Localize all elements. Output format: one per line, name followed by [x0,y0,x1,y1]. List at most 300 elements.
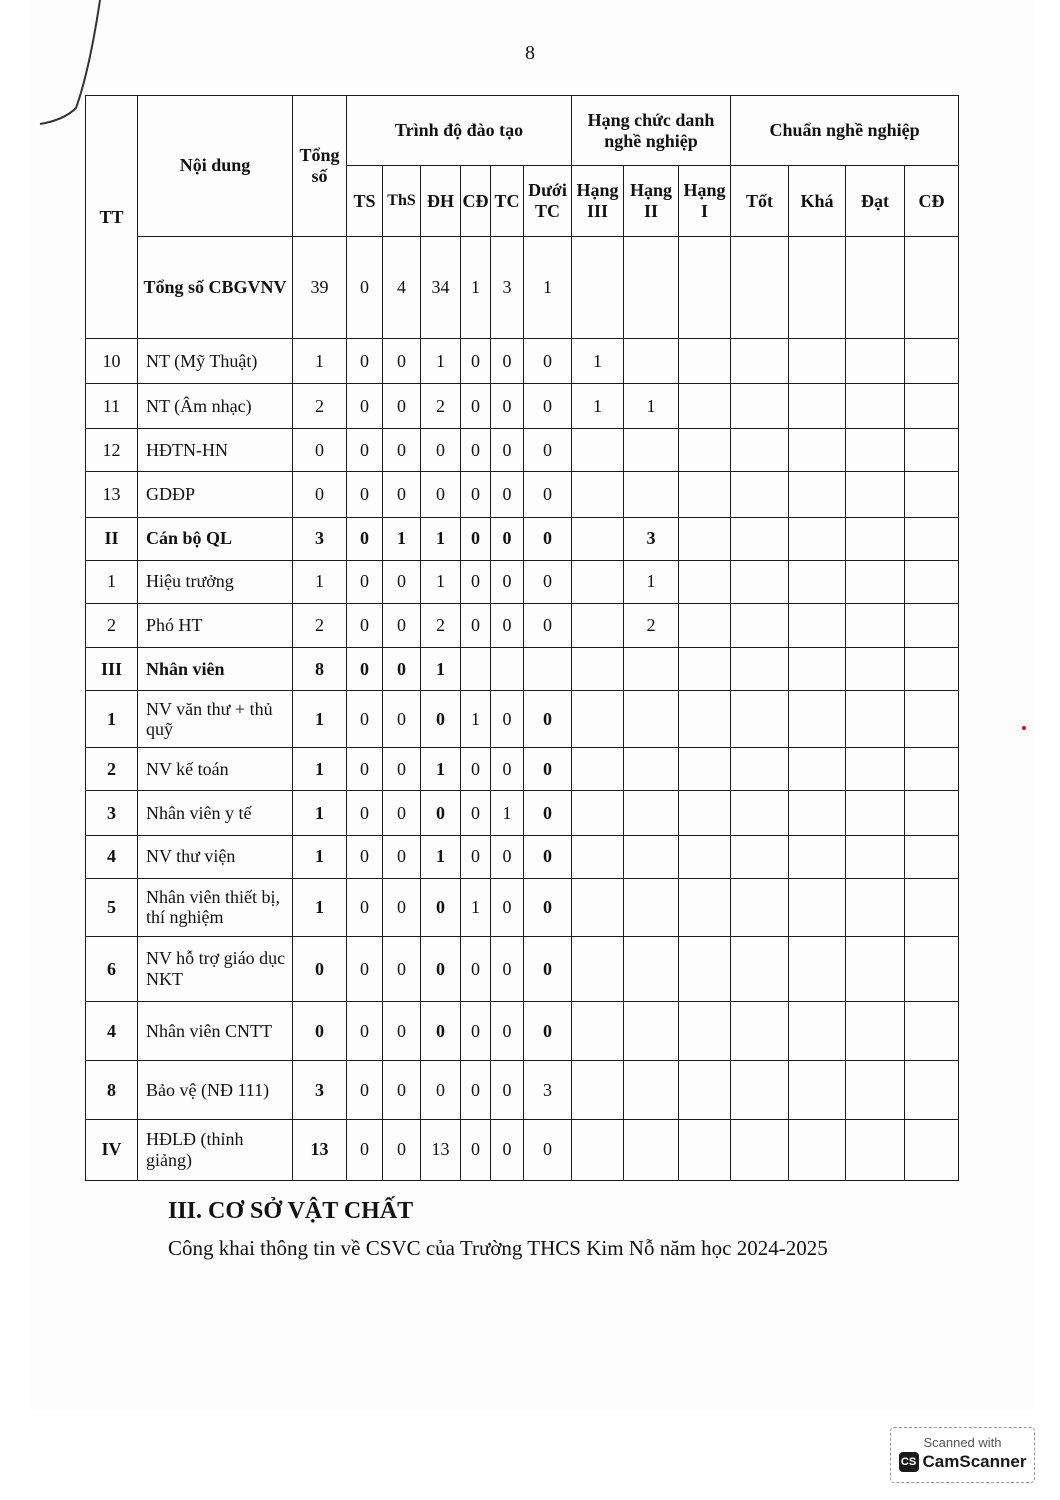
row-cell [679,384,731,429]
row-cell [789,691,846,748]
row-label: Nhân viên CNTT [138,1002,293,1061]
row-label: Nhân viên [138,647,293,690]
row-cell: 0 [461,560,491,603]
row-index: 11 [86,384,138,429]
row-label: NV kế toán [138,748,293,791]
row-cell: 0 [383,384,421,429]
row-cell [572,517,624,560]
row-cell [731,517,789,560]
row-cell [679,338,731,383]
table-row [86,472,959,517]
row-cell: 2 [624,603,679,647]
row-cell [624,691,679,748]
row-cell [624,338,679,383]
row-cell [846,603,905,647]
row-label: GDĐP [138,472,293,517]
subheader-cell: CĐ [905,166,959,236]
row-cell: 0 [491,517,524,560]
row-cell [905,878,959,936]
row-index: 2 [86,603,138,647]
row-cell [789,835,846,878]
subheader-cell: Đạt [846,166,905,236]
row-cell [905,791,959,835]
row-cell: 0 [347,791,383,835]
row-cell [572,878,624,936]
row-cell [572,603,624,647]
row-cell [846,517,905,560]
row-cell [679,835,731,878]
red-dot-mark [1022,726,1026,730]
row-cell: 1 [461,691,491,748]
row-cell [905,1061,959,1119]
row-cell [679,517,731,560]
row-cell [624,1119,679,1180]
row-cell: 0 [421,1061,461,1119]
row-cell [731,472,789,517]
subheader-cell: TS [347,166,383,236]
row-cell [846,937,905,1002]
row-cell [789,338,846,383]
page-number: 8 [525,42,535,64]
row-cell [624,791,679,835]
row-cell: 0 [524,1002,572,1061]
row-cell [905,835,959,878]
subheader-cell: Tốt [731,166,789,236]
total-cell: 39 [293,236,347,338]
table-row [86,835,959,878]
header-tt: TT [86,96,138,339]
row-cell: 0 [347,647,383,690]
header-total: Tổng số [293,96,347,237]
total-cell [905,236,959,338]
row-cell [846,878,905,936]
row-label: HĐLĐ (thỉnh giảng) [138,1119,293,1180]
table-row [86,691,959,748]
row-cell [572,1002,624,1061]
subheader-cell: ThS [383,166,421,236]
row-cell [731,791,789,835]
row-cell: 0 [461,748,491,791]
table-row [86,429,959,472]
section-title: III. CƠ SỞ VẬT CHẤT [168,1198,414,1224]
row-cell: 13 [421,1119,461,1180]
row-cell [679,647,731,690]
row-cell: 0 [383,748,421,791]
row-label: Nhân viên y tế [138,791,293,835]
row-cell: 0 [421,878,461,936]
row-cell: 0 [461,338,491,383]
row-cell [624,748,679,791]
row-cell [846,1002,905,1061]
row-cell [789,1119,846,1180]
row-label: NT (Âm nhạc) [138,384,293,429]
row-cell: 0 [461,1061,491,1119]
row-cell: 1 [421,517,461,560]
row-cell: 0 [524,791,572,835]
row-cell: 1 [421,647,461,690]
row-cell [905,560,959,603]
total-cell [572,236,624,338]
row-index: 1 [86,691,138,748]
row-cell [789,603,846,647]
row-cell: 0 [491,835,524,878]
row-cell [846,384,905,429]
row-cell: 0 [347,835,383,878]
row-index: 1 [86,560,138,603]
row-cell [624,1002,679,1061]
row-cell [572,937,624,1002]
row-cell [624,878,679,936]
row-cell: 0 [347,384,383,429]
row-cell: 0 [421,1002,461,1061]
row-cell: 1 [293,560,347,603]
row-cell: 0 [524,603,572,647]
row-cell: 1 [421,338,461,383]
row-cell [572,1119,624,1180]
row-label: Bảo vệ (NĐ 111) [138,1061,293,1119]
row-cell [572,472,624,517]
row-cell: 0 [524,517,572,560]
row-cell [789,384,846,429]
row-cell [731,429,789,472]
row-cell: 0 [347,1002,383,1061]
row-cell [572,560,624,603]
row-cell: 0 [347,1061,383,1119]
row-cell [679,1119,731,1180]
table-row [86,791,959,835]
row-cell: 0 [383,1119,421,1180]
row-cell: 0 [491,878,524,936]
row-cell [624,937,679,1002]
row-cell: 0 [524,472,572,517]
table-row [86,338,959,383]
row-cell: 0 [383,691,421,748]
row-cell [731,560,789,603]
row-cell [789,878,846,936]
table-row [86,1119,959,1180]
row-cell: 1 [624,560,679,603]
row-cell: 0 [421,791,461,835]
row-cell [905,429,959,472]
row-cell: 0 [491,1119,524,1180]
row-cell [789,1061,846,1119]
row-cell: 0 [524,384,572,429]
row-cell [731,835,789,878]
row-cell: 0 [524,878,572,936]
row-cell: 1 [293,748,347,791]
row-cell [624,1061,679,1119]
row-cell: 1 [293,691,347,748]
row-cell [905,338,959,383]
row-index: 12 [86,429,138,472]
table-row [86,748,959,791]
total-label: Tổng số CBGVNV [138,236,293,338]
row-label: NT (Mỹ Thuật) [138,338,293,383]
row-cell [624,429,679,472]
row-cell [572,835,624,878]
row-cell: 0 [383,1002,421,1061]
total-cell [789,236,846,338]
row-cell: 0 [421,937,461,1002]
row-cell [461,647,491,690]
row-cell: 0 [524,691,572,748]
row-cell [572,647,624,690]
row-cell: 0 [491,384,524,429]
row-cell: 2 [293,384,347,429]
watermark-top-text: Scanned with [923,1435,1002,1450]
row-cell [846,560,905,603]
row-cell: 0 [461,603,491,647]
row-cell [731,603,789,647]
row-cell: 1 [572,338,624,383]
row-index: III [86,647,138,690]
subheader-cell: CĐ [461,166,491,236]
row-cell: 0 [524,560,572,603]
row-cell [624,472,679,517]
row-cell [572,791,624,835]
row-cell [731,878,789,936]
row-cell [905,647,959,690]
row-cell: 0 [347,429,383,472]
row-cell [731,1061,789,1119]
row-cell: 1 [491,791,524,835]
row-cell: 0 [383,1061,421,1119]
row-cell: 0 [461,835,491,878]
row-cell: 1 [624,384,679,429]
row-cell [789,429,846,472]
row-cell [905,1002,959,1061]
row-cell [905,517,959,560]
row-cell: 0 [421,429,461,472]
row-label: Nhân viên thiết bị, thí nghiệm [138,878,293,936]
row-cell: 0 [347,748,383,791]
row-cell [905,603,959,647]
row-cell [905,384,959,429]
row-cell [846,835,905,878]
row-cell: 0 [383,791,421,835]
row-cell [789,791,846,835]
row-cell [905,748,959,791]
row-index: IV [86,1119,138,1180]
row-cell: 0 [491,691,524,748]
subheader-cell: TC [491,166,524,236]
row-cell: 1 [293,878,347,936]
row-cell [731,338,789,383]
row-cell: 1 [421,835,461,878]
row-cell [846,472,905,517]
total-cell [731,236,789,338]
row-cell: 2 [421,384,461,429]
row-cell: 0 [461,429,491,472]
row-cell [679,878,731,936]
camscanner-logo-icon: CS [899,1452,919,1472]
row-cell [905,1119,959,1180]
row-cell: 3 [293,517,347,560]
row-cell: 0 [293,1002,347,1061]
row-cell [572,748,624,791]
row-cell: 0 [491,748,524,791]
row-cell [731,647,789,690]
row-cell: 1 [421,560,461,603]
row-cell: 13 [293,1119,347,1180]
total-cell: 1 [461,236,491,338]
table-row [86,937,959,1002]
section-subtitle: Công khai thông tin về CSVC của Trường THCS Kim Nỗ năm học 2024-2025 [168,1236,828,1260]
table-row [86,647,959,690]
row-cell [731,691,789,748]
row-cell: 0 [491,937,524,1002]
row-cell: 0 [524,937,572,1002]
row-cell: 0 [347,472,383,517]
row-cell: 0 [421,691,461,748]
row-label: Phó HT [138,603,293,647]
row-cell [524,647,572,690]
row-cell [679,1061,731,1119]
row-cell [679,560,731,603]
row-cell: 0 [491,603,524,647]
row-cell: 0 [347,1119,383,1180]
row-cell [731,384,789,429]
total-cell [846,236,905,338]
row-cell: 0 [491,560,524,603]
row-cell: 0 [347,691,383,748]
row-cell: 1 [421,748,461,791]
row-cell [846,429,905,472]
header-professional-standard: Chuẩn nghề nghiệp [731,96,959,166]
row-index: 4 [86,835,138,878]
row-cell [789,560,846,603]
row-label: NV văn thư + thủ quỹ [138,691,293,748]
row-cell [846,1119,905,1180]
row-cell: 1 [383,517,421,560]
row-cell: 0 [461,384,491,429]
header-training-level: Trình độ đào tạo [347,96,572,166]
staff-statistics-table [85,95,959,1181]
row-label: NV hỗ trợ giáo dục NKT [138,937,293,1002]
row-cell: 0 [383,603,421,647]
subheader-cell: Hạng II [624,166,679,236]
total-cell [679,236,731,338]
row-cell [624,835,679,878]
row-cell [679,691,731,748]
row-cell: 2 [293,603,347,647]
row-cell [789,647,846,690]
row-cell: 1 [293,338,347,383]
row-cell [789,1002,846,1061]
row-cell: 0 [524,748,572,791]
row-label: NV thư viện [138,835,293,878]
row-cell [624,647,679,690]
row-cell [789,517,846,560]
row-cell: 0 [347,937,383,1002]
row-cell: 0 [491,429,524,472]
row-cell [846,647,905,690]
row-cell: 0 [383,429,421,472]
table-row [86,384,959,429]
row-index: 13 [86,472,138,517]
row-cell [846,1061,905,1119]
subheader-cell: Hạng III [572,166,624,236]
row-label: HĐTN-HN [138,429,293,472]
table-row [86,1002,959,1061]
row-cell: 0 [461,1119,491,1180]
row-cell: 0 [524,429,572,472]
row-cell: 1 [572,384,624,429]
row-cell [679,791,731,835]
row-index: 4 [86,1002,138,1061]
row-cell: 3 [524,1061,572,1119]
row-index: 5 [86,878,138,936]
row-cell: 0 [383,338,421,383]
row-cell: 0 [491,1002,524,1061]
row-cell: 0 [347,338,383,383]
row-cell: 0 [524,1119,572,1180]
total-cell: 34 [421,236,461,338]
row-cell: 3 [293,1061,347,1119]
watermark-brand: CamScanner [922,1452,1027,1471]
row-index: 2 [86,748,138,791]
row-index: 10 [86,338,138,383]
total-cell [624,236,679,338]
row-cell: 0 [347,560,383,603]
row-cell [679,603,731,647]
row-cell [679,937,731,1002]
row-cell: 0 [383,835,421,878]
row-cell: 0 [461,791,491,835]
row-cell [491,647,524,690]
row-cell: 0 [347,878,383,936]
row-cell: 0 [383,878,421,936]
header-title-rank: Hạng chức danh nghề nghiệp [572,96,731,166]
header-content: Nội dung [138,96,293,237]
row-cell: 0 [347,603,383,647]
table-row [86,878,959,936]
row-cell: 2 [421,603,461,647]
row-index: 3 [86,791,138,835]
row-cell [905,472,959,517]
row-cell [846,748,905,791]
subheader-cell: Hạng I [679,166,731,236]
row-cell: 0 [461,1002,491,1061]
row-cell [731,1002,789,1061]
row-index: 6 [86,937,138,1002]
row-cell [789,937,846,1002]
row-cell: 1 [461,878,491,936]
total-cell: 0 [347,236,383,338]
row-cell: 0 [524,835,572,878]
row-cell [846,791,905,835]
row-cell: 0 [421,472,461,517]
row-cell: 0 [383,647,421,690]
row-cell: 0 [383,937,421,1002]
row-index: II [86,517,138,560]
row-cell: 1 [293,791,347,835]
row-cell: 0 [491,338,524,383]
total-cell: 3 [491,236,524,338]
row-label: Cán bộ QL [138,517,293,560]
row-cell: 0 [461,472,491,517]
row-cell: 0 [524,338,572,383]
row-cell [789,748,846,791]
table-row [86,1061,959,1119]
row-cell [905,937,959,1002]
row-cell [905,691,959,748]
row-cell: 8 [293,647,347,690]
row-cell [572,1061,624,1119]
subheader-cell: ĐH [421,166,461,236]
row-cell [679,472,731,517]
row-cell [572,691,624,748]
